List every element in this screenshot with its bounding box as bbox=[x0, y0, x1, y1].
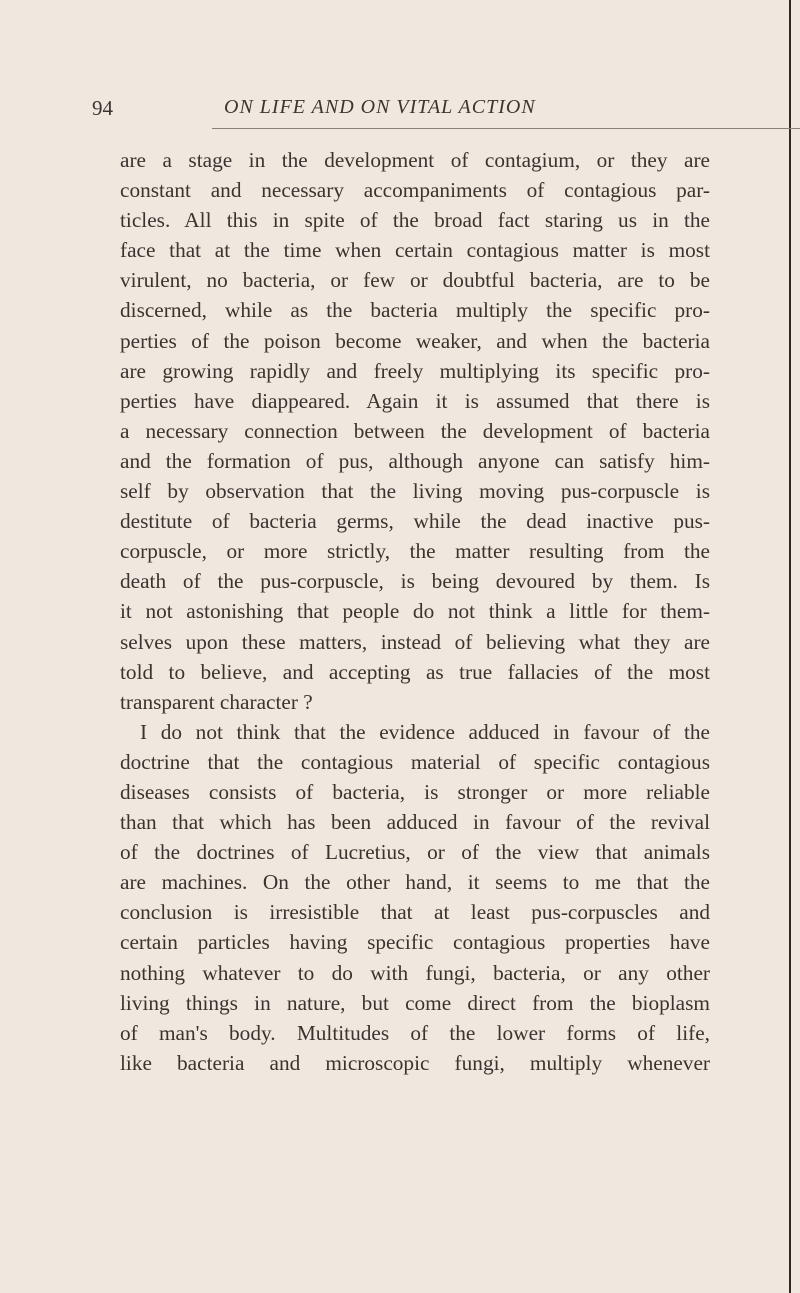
text-line: discerned, while as the bacteria multiply the specific pro- bbox=[120, 298, 710, 323]
text-line: perties of the poison become weaker, and when the bacteria bbox=[120, 328, 710, 353]
text-line: it not astonishing that people do not think a little for them- bbox=[120, 599, 710, 624]
text-line: doctrine that the contagious material of specific contagious bbox=[120, 749, 710, 774]
text-line: corpuscle, or more strictly, the matter resulting from the bbox=[120, 539, 710, 564]
text-line: and the formation of pus, although anyone can satisfy him- bbox=[120, 448, 710, 473]
text-line: diseases consists of bacteria, is stronger or more reliable bbox=[120, 779, 710, 804]
text-line: perties have diappeared. Again it is assumed that there is bbox=[120, 388, 710, 413]
text-line: virulent, no bacteria, or few or doubtful bacteria, are to be bbox=[120, 268, 710, 293]
text-line: of the doctrines of Lucretius, or of the view that animals bbox=[120, 840, 710, 865]
text-line: told to believe, and accepting as true fallacies of the most bbox=[120, 659, 710, 684]
running-head bbox=[92, 96, 712, 126]
text-line: constant and necessary accompaniments of contagious par- bbox=[120, 178, 710, 203]
text-line: are a stage in the development of contagium, or they are bbox=[120, 148, 710, 172]
text-line: than that which has been adduced in favour of the revival bbox=[120, 810, 710, 835]
text-line: conclusion is irresistible that at least pus-corpuscles and bbox=[120, 900, 710, 925]
text-line: self by observation that the living moving pus-corpuscle is bbox=[120, 479, 710, 504]
header-rule bbox=[212, 128, 800, 129]
text-line: are growing rapidly and freely multiplying its specific pro- bbox=[120, 358, 710, 383]
body-text bbox=[120, 145, 710, 1078]
text-line: nothing whatever to do with fungi, bacteria, or any other bbox=[120, 960, 710, 985]
text-line: of man's body. Multitudes of the lower forms of life, bbox=[120, 1020, 710, 1045]
text-line: death of the pus-corpuscle, is being devoured by them. Is bbox=[120, 569, 710, 594]
page-number: 94 bbox=[92, 96, 113, 120]
text-line: are machines. On the other hand, it seems to me that the bbox=[120, 870, 710, 895]
text-line: selves upon these matters, instead of believing what they are bbox=[120, 629, 710, 654]
page-edge-line bbox=[789, 0, 791, 1293]
text-line: living things in nature, but come direct from the bioplasm bbox=[120, 990, 710, 1015]
running-title: ON LIFE AND ON VITAL ACTION bbox=[224, 96, 536, 118]
text-line: certain particles having specific contagious properties have bbox=[120, 930, 710, 955]
text-line: a necessary connection between the development of bacteria bbox=[120, 418, 710, 443]
text-line: like bacteria and microscopic fungi, multiply whenever bbox=[120, 1050, 710, 1075]
text-line: destitute of bacteria germs, while the dead inactive pus- bbox=[120, 509, 710, 534]
text-line: face that at the time when certain contagious matter is most bbox=[120, 238, 710, 263]
text-line: transparent character ? bbox=[120, 689, 313, 714]
text-line: ticles. All this in spite of the broad fact staring us in the bbox=[120, 208, 710, 233]
text-line: I do not think that the evidence adduced in favour of the bbox=[140, 719, 710, 744]
